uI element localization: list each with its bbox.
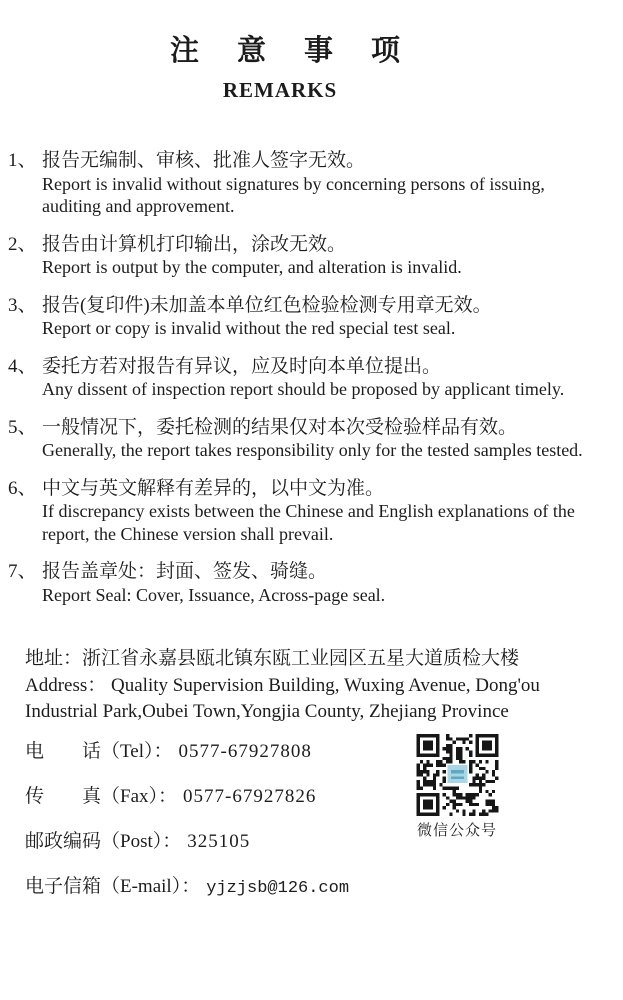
contact-value: yjzjsb@126.com: [206, 879, 350, 898]
contact-label: 电 话（Tel）：: [25, 741, 173, 762]
page-title-english: REMARKS: [222, 78, 338, 102]
item-text-english: If discrepancy exists between the Chinese and English explanations of the report, the Chinese version shall prevail.: [42, 501, 575, 544]
address-chinese: 地址：浙江省永嘉县瓯北镇东瓯工业园区五星大道质检大楼: [25, 648, 520, 669]
address-english: Address： Quality Supervision Building, Wuxing Avenue, Dong'ou Industrial Park,Oubei Town,Yongjia County, Zhejiang Province: [25, 674, 540, 722]
item-body: [42, 295, 607, 340]
item-text-english: Report is invalid without signatures by concerning persons of issuing, auditing and approvement.: [42, 173, 545, 216]
item-number: 7、: [8, 561, 37, 582]
contact-label: 电子信箱（E-mail）：: [25, 876, 201, 897]
wechat-qr-code: [415, 734, 500, 816]
item-text-chinese: 报告由计算机打印输出，涂改无效。: [42, 233, 347, 255]
remarks-list-item: [8, 417, 610, 462]
contact-value: 0577-67927826: [183, 786, 317, 807]
remarks-list-item: [8, 478, 610, 546]
item-number: 1、: [8, 150, 37, 171]
address-block: [25, 646, 603, 726]
contact-label: 传 真（Fax）：: [25, 786, 178, 807]
wechat-qr-caption: 微信公众号: [416, 823, 497, 839]
item-number: 6、: [8, 477, 37, 499]
item-body: [42, 356, 607, 401]
item-text-english: Any dissent of inspection report should be proposed by applicant timely.: [42, 379, 565, 399]
remarks-list-item: [8, 356, 610, 401]
item-text-english: Report is output by the computer, and alteration is invalid.: [42, 257, 462, 277]
item-body: [42, 561, 607, 606]
remarks-list-item: [8, 561, 610, 606]
item-text-chinese: 报告盖章处：封面、签发、骑缝。: [42, 561, 328, 582]
item-number: 3、: [8, 294, 37, 316]
item-number: 2、: [8, 233, 37, 255]
contact-row: [25, 875, 415, 899]
item-number: 4、: [8, 355, 37, 377]
item-text-chinese: 中文与英文解释有差异的，以中文为准。: [42, 477, 385, 499]
contact-value: 0577-67927808: [178, 741, 312, 762]
contact-row: [25, 740, 415, 764]
item-number: 5、: [8, 416, 37, 438]
contact-value: 325105: [187, 831, 251, 852]
item-text-english: Report or copy is invalid without the red special test seal.: [42, 318, 456, 338]
item-body: [42, 234, 607, 279]
page-title-chinese: 注意事项: [170, 35, 439, 67]
item-text-english: Generally, the report takes responsibility only for the tested samples tested.: [42, 440, 583, 460]
item-text-chinese: 报告无编制、审核、批准人签字无效。: [42, 150, 366, 171]
wechat-qr-block: [412, 734, 502, 840]
item-text-chinese: 报告(复印件)未加盖本单位红色检验检测专用章无效。: [42, 294, 492, 316]
remarks-list-item: [8, 295, 610, 340]
contact-row: [25, 785, 415, 809]
contact-label: 邮政编码（Post）：: [25, 831, 182, 852]
contact-row: [25, 830, 415, 854]
item-body: [42, 417, 607, 462]
remarks-list: [8, 150, 610, 622]
contact-block: [25, 740, 415, 920]
remarks-list-item: [8, 234, 610, 279]
item-body: [42, 478, 607, 546]
item-body: [42, 150, 607, 218]
item-text-chinese: 一般情况下，委托检测的结果仅对本次受检验样品有效。: [42, 416, 518, 438]
item-text-chinese: 委托方若对报告有异议，应及时向本单位提出。: [42, 355, 442, 377]
remarks-list-item: [8, 150, 610, 218]
item-text-english: Report Seal: Cover, Issuance, Across-page seal.: [42, 584, 386, 605]
